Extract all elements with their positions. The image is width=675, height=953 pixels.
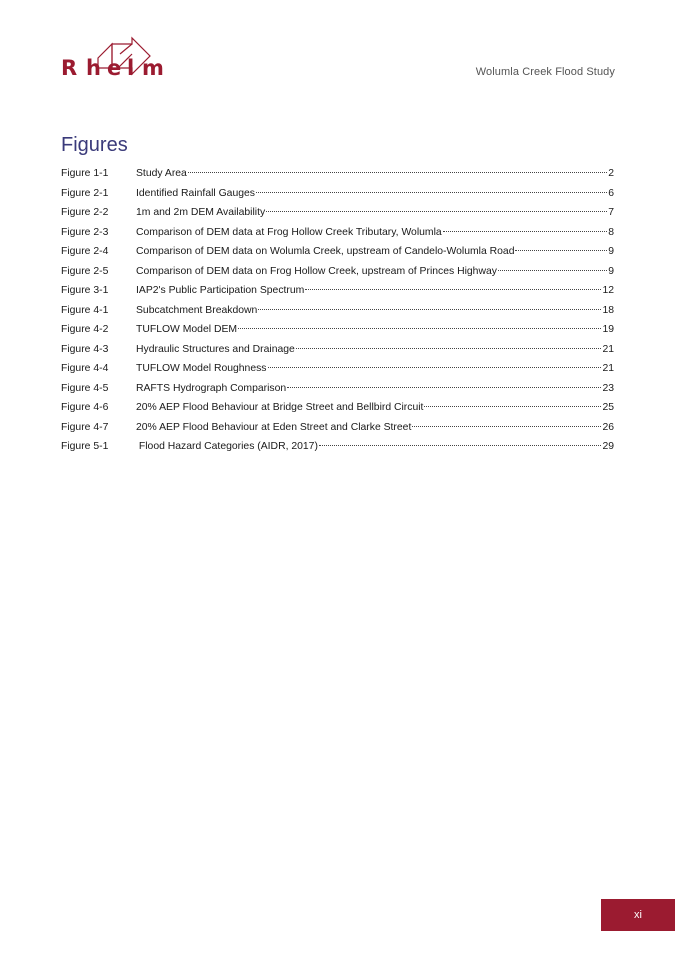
- figure-page-number: 6: [608, 187, 614, 199]
- figure-title: Subcatchment Breakdown: [136, 304, 258, 316]
- dot-leader: [266, 211, 607, 212]
- section-title: Figures: [61, 134, 128, 156]
- figure-page-number: 26: [602, 421, 614, 433]
- figure-entry[interactable]: [61, 285, 614, 305]
- dot-leader: [515, 250, 607, 251]
- svg-text:e: e: [107, 56, 122, 80]
- figure-entry[interactable]: [61, 227, 614, 247]
- dot-leader: [258, 309, 601, 310]
- figure-page-number: 21: [602, 343, 614, 355]
- figure-number: Figure 2-4: [61, 246, 109, 257]
- figure-entry[interactable]: [61, 344, 614, 364]
- figure-title: Comparison of DEM data at Frog Hollow Creek Tributary, Wolumla: [136, 226, 442, 238]
- figure-number: Figure 4-3: [61, 343, 109, 355]
- figure-number: Figure 2-3: [61, 226, 109, 238]
- dot-leader: [296, 348, 602, 349]
- figure-page-number: 25: [602, 402, 614, 413]
- figure-title: 20% AEP Flood Behaviour at Bridge Street and Bellbird Circuit: [136, 402, 424, 413]
- figure-title: 1m and 2m DEM Availability: [136, 207, 266, 218]
- figure-number: Figure 1-1: [61, 168, 109, 179]
- figure-page-number: 9: [608, 246, 614, 257]
- figure-number: Figure 4-7: [61, 421, 109, 433]
- figure-title: Hydraulic Structures and Drainage: [136, 343, 295, 355]
- figure-number: Figure 4-2: [61, 324, 109, 335]
- dot-leader: [188, 172, 607, 173]
- svg-text:R: R: [61, 56, 78, 80]
- rhelm-logo-icon: [60, 36, 176, 82]
- rhelm-logo: [60, 36, 176, 82]
- figure-page-number: 23: [602, 382, 614, 394]
- document-title: Wolumla Creek Flood Study: [475, 66, 615, 78]
- figure-title: Identified Rainfall Gauges: [136, 187, 255, 199]
- dot-leader: [238, 328, 601, 329]
- figure-entry[interactable]: [61, 363, 614, 383]
- figure-number: Figure 3-1: [61, 285, 109, 296]
- figures-list: [61, 168, 614, 461]
- figure-title: IAP2's Public Participation Spectrum: [136, 285, 305, 296]
- dot-leader: [412, 426, 601, 427]
- figure-page-number: 12: [602, 285, 614, 296]
- figure-title: TUFLOW Model DEM: [136, 324, 238, 335]
- figure-number: Figure 4-4: [61, 363, 109, 374]
- figure-entry[interactable]: [61, 305, 614, 325]
- svg-text:h: h: [86, 56, 101, 80]
- figure-number: Figure 4-6: [61, 402, 109, 413]
- figure-page-number: 2: [608, 168, 614, 179]
- dot-leader: [319, 445, 602, 446]
- figure-page-number: 19: [602, 324, 614, 335]
- figure-title: 20% AEP Flood Behaviour at Eden Street and Clarke Street: [136, 421, 412, 433]
- figure-entry[interactable]: [61, 246, 614, 266]
- dot-leader: [287, 387, 601, 388]
- figure-entry[interactable]: [61, 383, 614, 403]
- figure-page-number: 8: [608, 226, 614, 238]
- figure-entry[interactable]: [61, 402, 614, 422]
- figure-number: Figure 4-1: [61, 304, 109, 316]
- dot-leader: [305, 289, 601, 290]
- dot-leader: [424, 406, 601, 407]
- figure-number: Figure 2-1: [61, 187, 109, 199]
- figure-entry[interactable]: [61, 188, 614, 208]
- figure-page-number: 29: [602, 441, 614, 452]
- figure-entry[interactable]: [61, 441, 614, 461]
- dot-leader: [256, 192, 607, 193]
- svg-text:m: m: [142, 56, 164, 80]
- dot-leader: [443, 231, 608, 232]
- figure-title: Comparison of DEM data on Frog Hollow Creek, upstream of Princes Highway: [136, 265, 497, 277]
- figure-page-number: 18: [602, 304, 614, 316]
- dot-leader: [268, 367, 602, 368]
- page-number: xi: [634, 909, 642, 921]
- figure-title: RAFTS Hydrograph Comparison: [136, 382, 287, 394]
- dot-leader: [498, 270, 607, 271]
- figure-page-number: 9: [608, 265, 614, 277]
- figure-title: TUFLOW Model Roughness: [136, 363, 267, 374]
- figure-title: Flood Hazard Categories (AIDR, 2017): [136, 441, 318, 452]
- figure-entry[interactable]: [61, 207, 614, 227]
- figure-entry[interactable]: [61, 422, 614, 442]
- figure-title: Study Area: [136, 168, 187, 179]
- figure-number: Figure 2-5: [61, 265, 109, 277]
- svg-text:l: l: [127, 56, 135, 80]
- figure-entry[interactable]: [61, 168, 614, 188]
- figure-page-number: 21: [602, 363, 614, 374]
- page-number-badge: [601, 899, 675, 931]
- figure-number: Figure 5-1: [61, 441, 109, 452]
- figure-entry[interactable]: [61, 266, 614, 286]
- figure-number: Figure 2-2: [61, 207, 109, 218]
- figure-title: Comparison of DEM data on Wolumla Creek, upstream of Candelo-Wolumla Road: [136, 246, 515, 257]
- figure-number: Figure 4-5: [61, 382, 109, 394]
- figure-page-number: 7: [608, 207, 614, 218]
- figure-entry[interactable]: [61, 324, 614, 344]
